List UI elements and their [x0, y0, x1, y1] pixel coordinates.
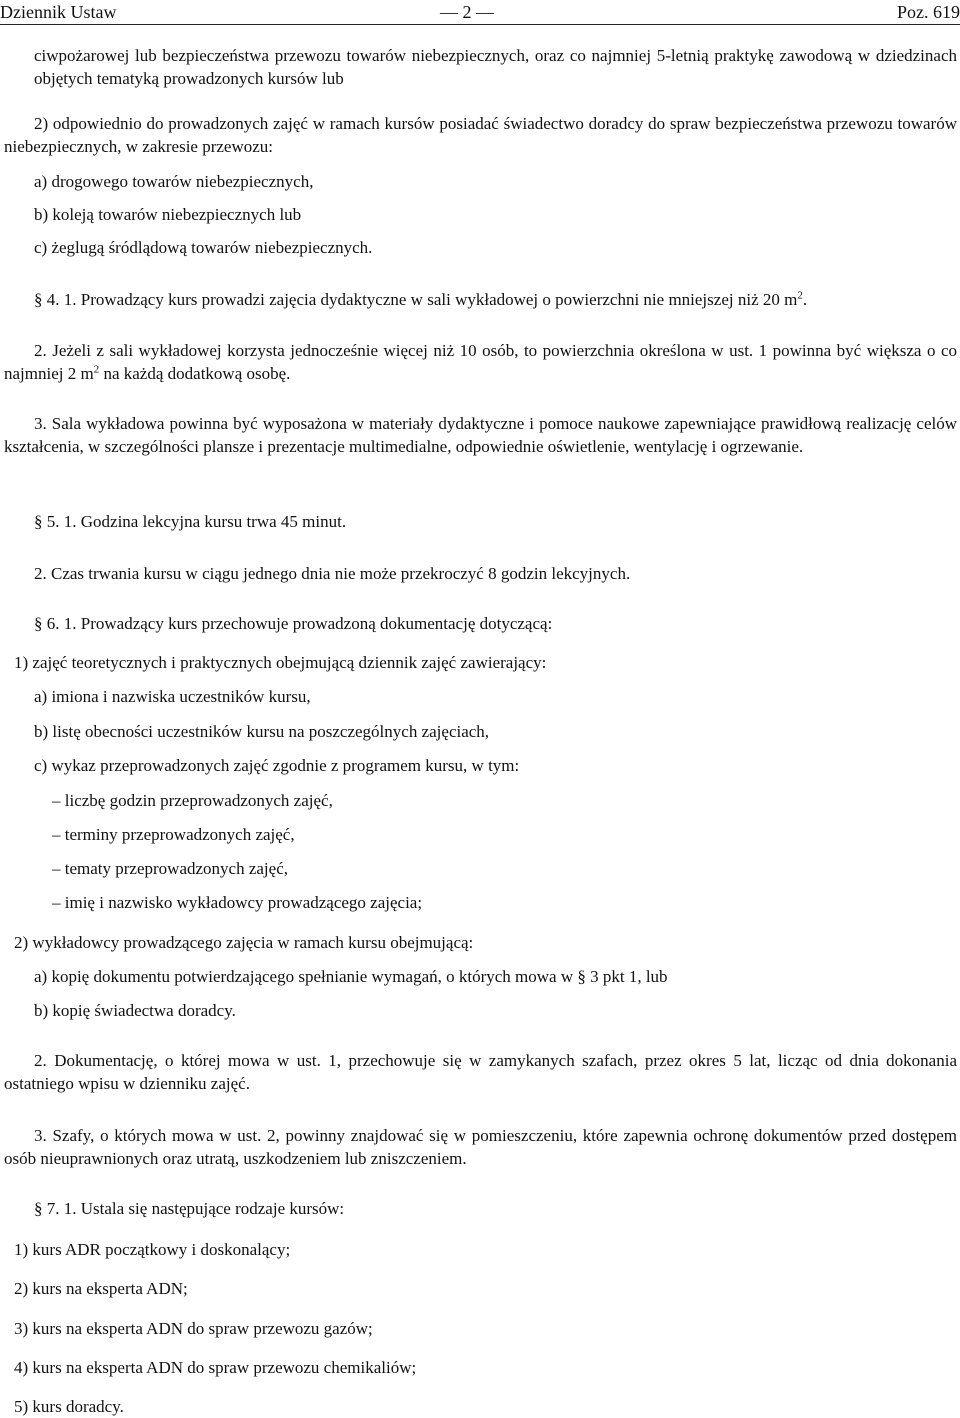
dash-item-1: – liczbę godzin przeprowadzonych zajęć,: [52, 791, 333, 810]
section-6-para-1: § 6. 1. Prowadzący kurs przechowuje prowadzoną dokumentację dotyczącą:: [34, 614, 553, 633]
section-6-para-3: 3. Szafy, o których mowa w ust. 2, powinny znajdować się w pomieszczeniu, które zapewnia ochronę dokumentów przed dostępem osób nieuprawnionych oraz utratą, uszkodzeniem lub zniszczeniem.: [4, 1126, 957, 1168]
course-type-1: 1) kurs ADR początkowy i doskonalący;: [14, 1240, 291, 1259]
section-7-para-1: § 7. 1. Ustala się następujące rodzaje kursów:: [34, 1199, 345, 1218]
position-number: Poz. 619: [897, 2, 960, 22]
page-number: — 2 —: [440, 2, 494, 22]
page-header: [0, 0, 960, 25]
doc-item-1: 1) zajęć teoretycznych i praktycznych obejmującą dziennik zajęć zawierający:: [14, 653, 547, 672]
doc-item-2a: a) kopię dokumentu potwierdzającego spełnianie wymagań, o których mowa w § 3 pkt 1, lub: [34, 967, 668, 986]
doc-item-1a: a) imiona i nazwiska uczestników kursu,: [34, 687, 311, 706]
section-5-para-2: 2. Czas trwania kursu w ciągu jednego dnia nie może przekroczyć 8 godzin lekcyjnych.: [34, 564, 631, 583]
course-type-2: 2) kurs na eksperta ADN;: [14, 1279, 188, 1298]
course-type-4: 4) kurs na eksperta ADN do spraw przewozu chemikaliów;: [14, 1358, 417, 1377]
course-type-5: 5) kurs doradcy.: [14, 1397, 124, 1416]
dash-item-3: – tematy przeprowadzonych zajęć,: [52, 859, 288, 878]
doc-item-1c: c) wykaz przeprowadzonych zajęć zgodnie z programem kursu, w tym:: [34, 756, 520, 775]
section-4-para-2: 2. Jeżeli z sali wykładowej korzysta jednocześnie więcej niż 10 osób, to powierzchnia określona w ust. 1 powinna być większa o co najmniej 2 $m^2$ na każdą dodatkową osobę.: [4, 341, 957, 383]
section-4-para-3: 3. Sala wykładowa powinna być wyposażona w materiały dydaktyczne i pomoce naukowe zapewniające prawidłową realizację celów kształcenia, w szczególności plansze i prezentacje multimedialne, odpowiednie oświetlenie, wentylację i ogrzewanie.: [4, 414, 957, 456]
journal-name: Dziennik Ustaw: [0, 2, 117, 22]
list-item-a: a) drogowego towarów niebezpiecznych,: [34, 172, 314, 191]
section-4-para-1: § 4. 1. Prowadzący kurs prowadzi zajęcia dydaktyczne w sali wykładowej o powierzchni nie mniejszej niż 20 $m^2$.: [34, 289, 808, 309]
doc-item-2b: b) kopię świadectwa doradcy.: [34, 1001, 236, 1020]
section-6-para-2: 2. Dokumentację, o której mowa w ust. 1, przechowuje się w zamykanych szafach, przez okres 5 lat, licząc od dnia dokonania ostatniego wpisu w dzienniku zajęć.: [4, 1051, 957, 1093]
list-item-b: b) koleją towarów niebezpiecznych lub: [34, 205, 302, 224]
course-type-3: 3) kurs na eksperta ADN do spraw przewozu gazów;: [14, 1319, 373, 1338]
list-item-2: 2) odpowiednio do prowadzonych zajęć w ramach kursów posiadać świadectwo doradcy do spraw bezpieczeństwa przewozu towarów niebezpiecznych, w zakresie przewozu:: [4, 114, 957, 156]
list-item-c: c) żeglugą śródlądową towarów niebezpiecznych.: [34, 238, 373, 257]
paragraph-continuation: ciwpożarowej lub bezpieczeństwa przewozu towarów niebezpiecznych, oraz co najmniej 5-letnią praktykę zawodową w dziedzinach objętych tematyką prowadzonych kursów lub: [34, 46, 957, 88]
dash-item-4: – imię i nazwisko wykładowcy prowadzącego zajęcia;: [52, 893, 423, 912]
doc-item-1b: b) listę obecności uczestników kursu na poszczególnych zajęciach,: [34, 722, 490, 741]
dash-item-2: – terminy przeprowadzonych zajęć,: [52, 825, 295, 844]
section-5-para-1: § 5. 1. Godzina lekcyjna kursu trwa 45 minut.: [34, 512, 347, 531]
doc-item-2: 2) wykładowcy prowadzącego zajęcia w ramach kursu obejmującą:: [14, 933, 474, 952]
